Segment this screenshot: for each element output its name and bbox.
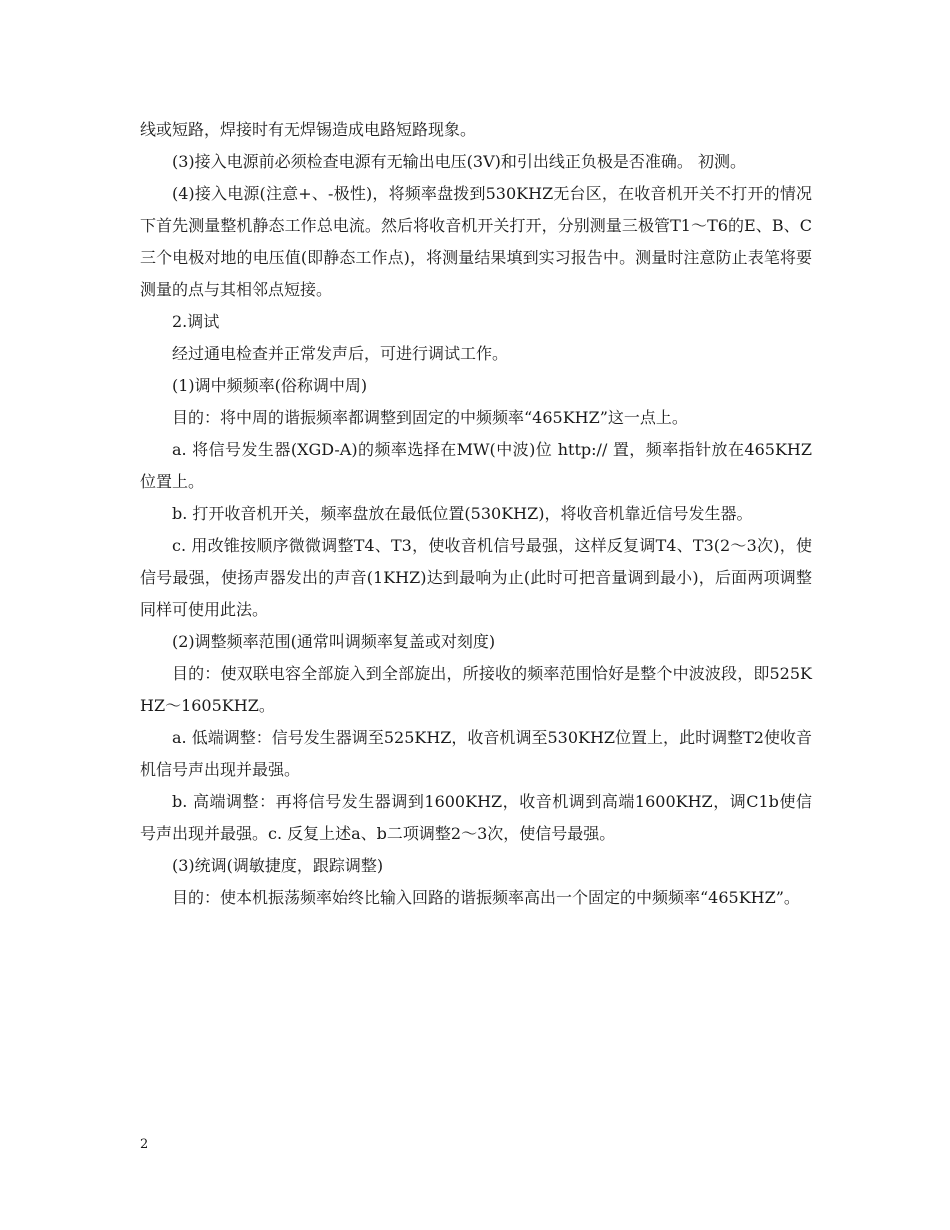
- paragraph-13: a. 低端调整：信号发生器调至525KHZ，收音机调至530KHZ位置上，此时调整T2使收音机信号声出现并最强。: [140, 728, 812, 779]
- body-text: [140, 114, 812, 914]
- paragraph-14: b. 高端调整：再将信号发生器调到1600KHZ，收音机调到高端1600KHZ，调C1b使信号声出现并最强。c. 反复上述a、b二项调整2～3次，使信号最强。: [140, 792, 812, 843]
- section-heading-debugging: 2.调试: [172, 312, 220, 331]
- paragraph-2: (3)接入电源前必须检查电源有无输出电压(3V)和引出线正负极是否准确。 初测。: [172, 152, 746, 171]
- paragraph-12: 目的：使双联电容全部旋入到全部旋出，所接收的频率范围恰好是整个中波波段，即525KHZ～1605KHZ。: [140, 664, 812, 715]
- paragraph-10: c. 用改锥按顺序微微调整T4、T3，使收音机信号最强，这样反复调T4、T3(2～3次)，使信号最强，使扬声器发出的声音(1KHZ)达到最响为止(此时可把音量调到最小)，后面两项调整同样可使用此法。: [140, 536, 812, 619]
- paragraph-5: 经过通电检查并正常发声后，可进行调试工作。: [172, 344, 509, 363]
- paragraph-8: a. 将信号发生器(XGD-A)的频率选择在MW(中波)位 http:// 置，频率指针放在465KHZ位置上。: [140, 440, 812, 491]
- subheading-tracking: (3)统调(调敏捷度，跟踪调整): [172, 856, 384, 875]
- paragraph-16: 目的：使本机振荡频率始终比输入回路的谐振频率高出一个固定的中频频率“465KHZ”。: [172, 888, 800, 907]
- paragraph-3: (4)接入电源(注意+、-极性)，将频率盘拨到530KHZ无台区，在收音机开关不打开的情况下首先测量整机静态工作总电流。然后将收音机开关打开，分别测量三极管T1～T6的E、B、C三个电极对地的电压值(即静态工作点)，将测量结果填到实习报告中。测量时注意防止表笔将要测量的点与其相邻点短接。: [140, 184, 812, 299]
- subheading-frequency-range: (2)调整频率范围(通常叫调频率复盖或对刻度): [172, 632, 496, 651]
- paragraph-9: b. 打开收音机开关，频率盘放在最低位置(530KHZ)，将收音机靠近信号发生器。: [172, 504, 753, 523]
- paragraph-7: 目的：将中周的谐振频率都调整到固定的中频频率“465KHZ”这一点上。: [172, 408, 688, 427]
- subheading-if-adjust: (1)调中频频率(俗称调中周): [172, 376, 368, 395]
- paragraph-1: 线或短路，焊接时有无焊锡造成电路短路现象。: [140, 120, 477, 139]
- page-number: 2: [140, 1137, 149, 1152]
